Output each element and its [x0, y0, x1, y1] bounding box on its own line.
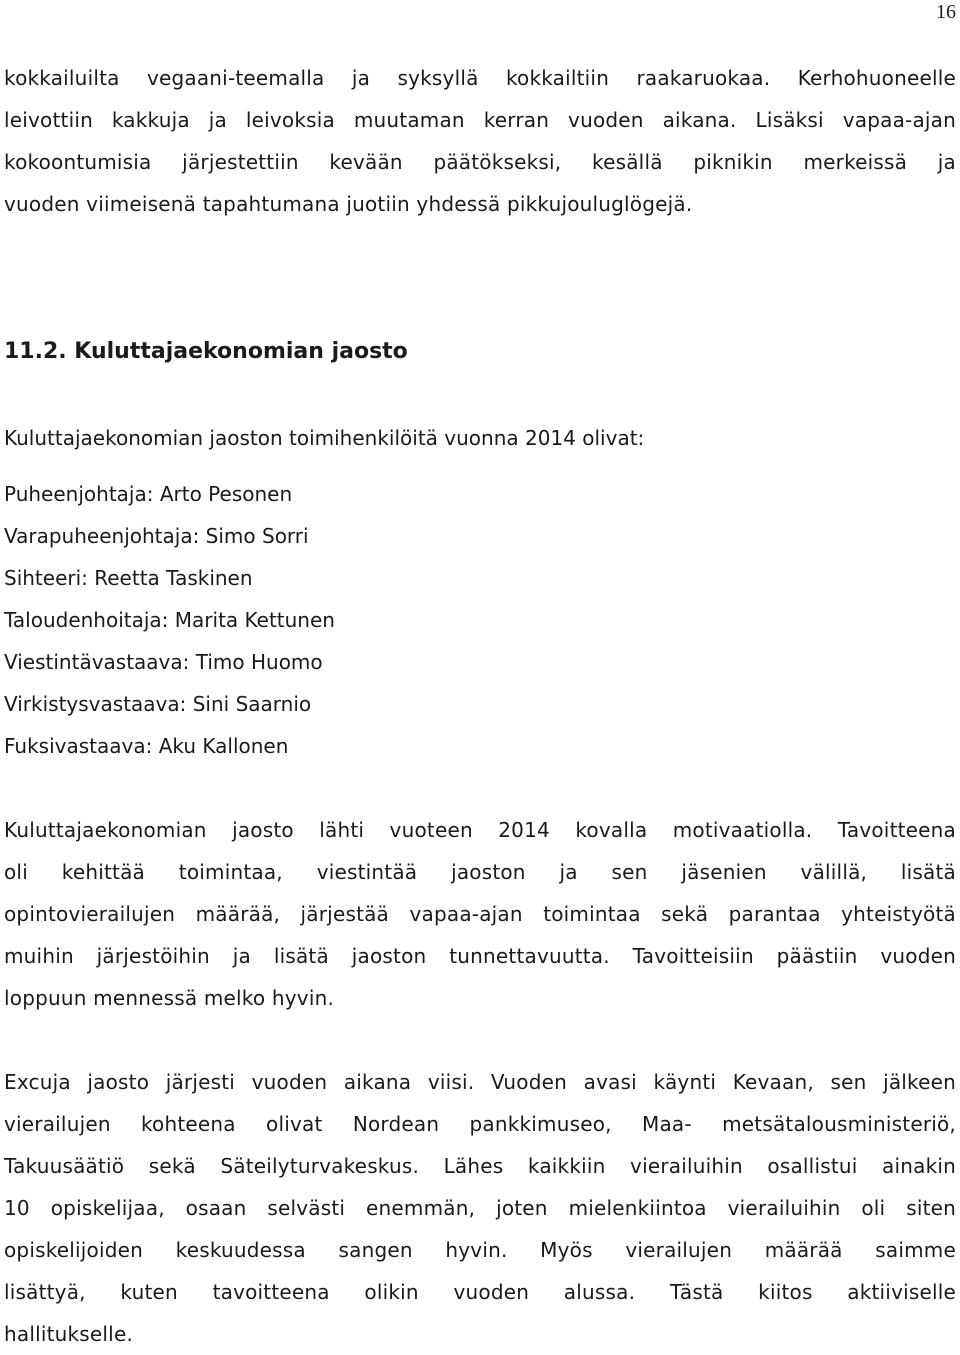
page-number: 16 — [936, 1, 956, 23]
text-line: muihin järjestöihin ja lisätä jaoston tunnettavuutta. Tavoitteisiin päästiin vuoden — [4, 944, 956, 968]
text-line: kokoontumisia järjestettiin kevään päätökseksi, kesällä piknikin merkeissä ja — [4, 150, 956, 174]
text-line: vierailujen kohteena olivat Nordean pankkimuseo, Maa- metsätalousministeriö, — [4, 1112, 956, 1136]
text-line: vuoden viimeisenä tapahtumana juotiin yhdessä pikkujouluglögejä. — [4, 192, 693, 216]
text-line: hallitukselle. — [4, 1322, 134, 1346]
text-line: leivottiin kakkuja ja leivoksia muutaman kerran vuoden aikana. Lisäksi vapaa-ajan — [4, 108, 956, 132]
excursions-paragraph — [4, 1061, 956, 1355]
officer-item: Sihteeri: Reetta Taskinen — [4, 566, 253, 590]
officer-item: Viestintävastaava: Timo Huomo — [4, 650, 323, 674]
officer-item: Varapuheenjohtaja: Simo Sorri — [4, 524, 309, 548]
officers-list — [4, 473, 335, 767]
officer-item: Taloudenhoitaja: Marita Kettunen — [4, 608, 335, 632]
section-heading: 11.2. Kuluttajaekonomian jaosto — [4, 339, 408, 364]
text-line: Takuusäätiö sekä Säteilyturvakeskus. Lähes kaikkiin vierailuihin osallistui ainakin — [4, 1154, 956, 1178]
officer-item: Fuksivastaava: Aku Kallonen — [4, 734, 289, 758]
text-line: kokkailuilta vegaani-teemalla ja syksyllä kokkailtiin raakaruokaa. Kerhohuoneelle — [4, 66, 956, 90]
goals-paragraph — [4, 809, 956, 1019]
intro-paragraph — [4, 57, 956, 225]
text-line: opiskelijoiden keskuudessa sangen hyvin. Myös vierailujen määrää saimme — [4, 1238, 956, 1262]
officer-item: Virkistysvastaava: Sini Saarnio — [4, 692, 312, 716]
text-line: lisättyä, kuten tavoitteena olikin vuoden alussa. Tästä kiitos aktiiviselle — [4, 1280, 956, 1304]
officers-intro: Kuluttajaekonomian jaoston toimihenkilöitä vuonna 2014 olivat: — [4, 426, 645, 450]
text-line: Excuja jaosto järjesti vuoden aikana viisi. Vuoden avasi käynti Kevaan, sen jälkeen — [4, 1070, 956, 1094]
text-line: 10 opiskelijaa, osaan selvästi enemmän, joten mielenkiintoa vierailuihin oli siten — [4, 1196, 956, 1220]
officer-item: Puheenjohtaja: Arto Pesonen — [4, 482, 293, 506]
text-line: Kuluttajaekonomian jaosto lähti vuoteen 2014 kovalla motivaatiolla. Tavoitteena — [4, 818, 956, 842]
text-line: oli kehittää toimintaa, viestintää jaoston ja sen jäsenien välillä, lisätä — [4, 860, 956, 884]
text-line: opintovierailujen määrää, järjestää vapaa-ajan toimintaa sekä parantaa yhteistyötä — [4, 902, 956, 926]
text-line: loppuun mennessä melko hyvin. — [4, 986, 335, 1010]
